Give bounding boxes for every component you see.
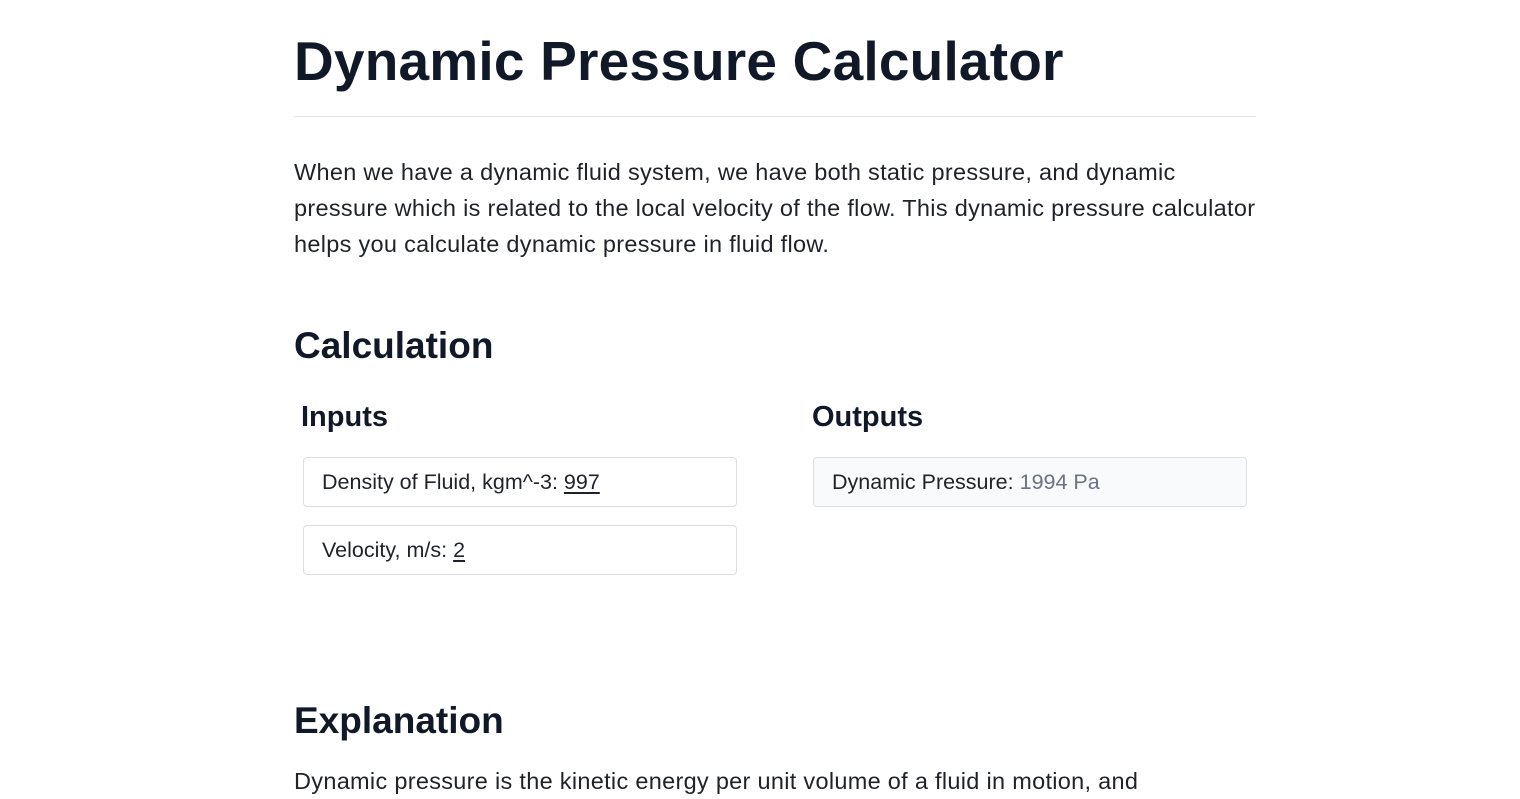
intro-paragraph: When we have a dynamic fluid system, we have both static pressure, and dynamic pressure which is related to the local velocity of the flow. This dynamic pressure calculator helps you calculate dynamic pressure in fluid flow.	[294, 159, 1256, 257]
explanation-heading: Explanation	[294, 700, 504, 741]
density-field[interactable]	[303, 457, 737, 507]
dynamic-pressure-value: 1994 Pa	[1019, 469, 1100, 494]
velocity-field[interactable]	[303, 525, 737, 575]
explanation-paragraph: Dynamic pressure is the kinetic energy per unit volume of a fluid in motion, and	[294, 768, 1139, 794]
velocity-label: Velocity, m/s:	[322, 537, 448, 562]
inputs-heading: Inputs	[301, 401, 388, 433]
title-divider	[294, 116, 1256, 117]
dynamic-pressure-output	[813, 457, 1247, 507]
calculation-heading: Calculation	[294, 325, 494, 366]
density-label: Density of Fluid, kgm^-3:	[322, 469, 558, 494]
density-input[interactable]: 997	[563, 469, 600, 494]
velocity-input[interactable]: 2	[453, 537, 466, 562]
dynamic-pressure-label: Dynamic Pressure:	[832, 469, 1014, 494]
outputs-heading: Outputs	[812, 401, 924, 433]
page-title: Dynamic Pressure Calculator	[294, 30, 1064, 92]
